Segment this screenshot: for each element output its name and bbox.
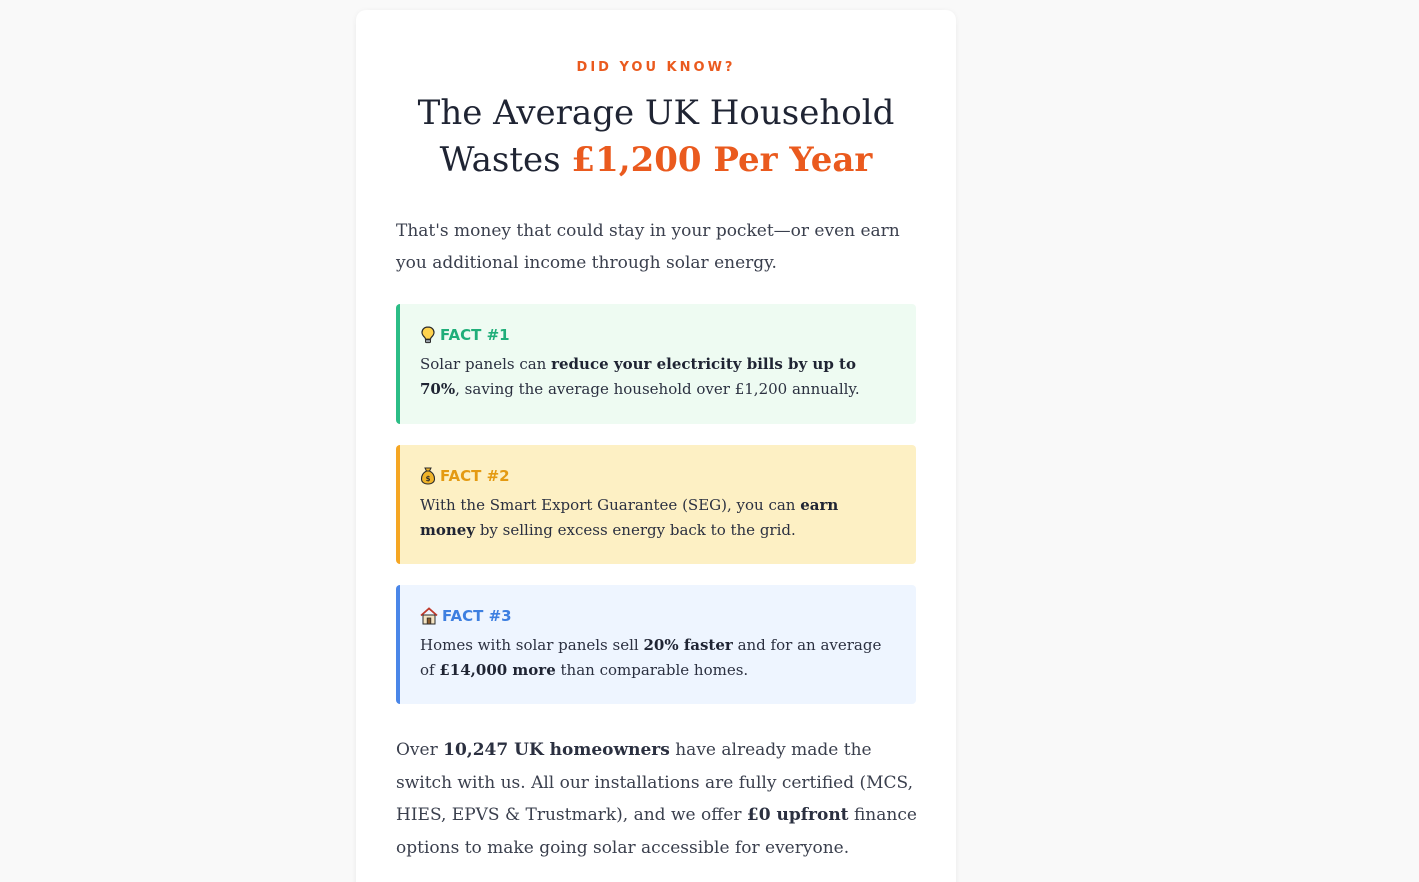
fact-2-highlight: earn money: [420, 496, 839, 539]
fact-2-title: FACT #2: [440, 467, 510, 485]
lightbulb-icon: [420, 326, 436, 344]
house-icon: [420, 607, 438, 625]
fact-3-header: [420, 605, 896, 627]
fact-2-header: [420, 465, 896, 487]
intro-paragraph: That's money that could stay in your pocket—or even earn you additional income through solar energy.: [396, 221, 900, 273]
fact-3-text-mid: and for an average of: [420, 636, 882, 679]
fact-3-highlight-1: 20% faster: [643, 636, 733, 654]
fact-1-header: [420, 324, 896, 346]
fact-1-text-end: , saving the average household over £1,200 annually.: [455, 380, 860, 398]
fact-3-text-end: than comparable homes.: [555, 661, 749, 679]
fact-1-highlight: reduce your electricity bills by up to 70%: [420, 355, 856, 398]
closing-text-end: finance options to make going solar accessible for everyone.: [396, 805, 917, 858]
fact-3-title: FACT #3: [442, 607, 512, 625]
closing-paragraph: [396, 734, 921, 864]
fact-1-title: FACT #1: [440, 326, 510, 344]
headline-line-2-prefix: Wastes: [439, 140, 572, 180]
fact-card-2: [396, 445, 916, 564]
fact-card-1: [396, 304, 916, 424]
fact-2-text-end: by selling excess energy back to the grid.: [475, 521, 796, 539]
eyebrow-label: DID YOU KNOW?: [576, 60, 736, 75]
fact-2-body: [420, 493, 896, 543]
fact-1-body: [420, 352, 896, 402]
fact-3-text: Homes with solar panels sell: [420, 636, 644, 654]
fact-card-3: [396, 585, 916, 704]
headline-line-1: The Average UK Household: [417, 93, 895, 133]
closing-text-mid: have already made the switch with us. All our installations are fully certified (MCS, HIES, EPVS & Trustmark), and we offer: [396, 740, 914, 825]
svg-text:$: $: [425, 475, 431, 483]
fact-3-highlight-2: £14,000 more: [439, 661, 556, 679]
did-you-know-card: [356, 10, 956, 882]
upfront-cost: £0 upfront: [746, 805, 849, 825]
fact-3-body: [420, 633, 896, 683]
money-bag-icon: [420, 467, 436, 485]
fact-1-text: Solar panels can: [420, 355, 552, 373]
homeowner-count: 10,247 UK homeowners: [443, 740, 670, 760]
page-title: [376, 90, 936, 184]
closing-text: Over: [396, 740, 444, 760]
fact-2-text: With the Smart Export Guarantee (SEG), you can: [420, 496, 801, 514]
headline-accent: £1,200 Per Year: [571, 140, 873, 180]
